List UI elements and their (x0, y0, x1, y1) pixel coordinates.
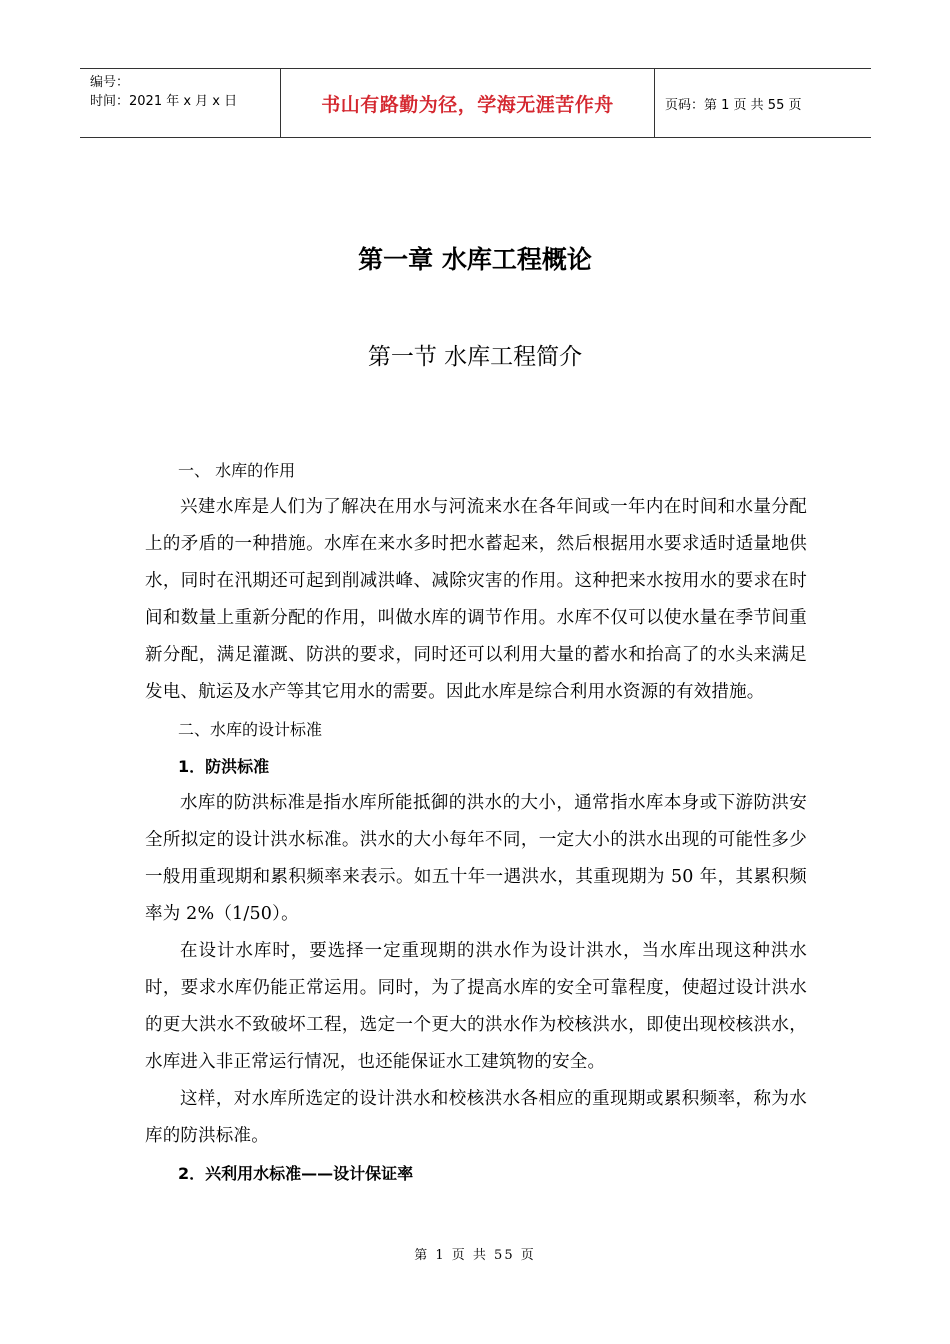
header-table (80, 68, 871, 138)
paragraph-3: 在设计水库时，要选择一定重现期的洪水作为设计洪水，当水库出现这种洪水时，要求水库仍能正常运用。同时，为了提高水库的安全可靠程度，使超过设计洪水的更大洪水不致破坏工程，选定一个更大的洪水作为校核洪水，即使出现校核洪水，水库进入非正常运行情况，也还能保证水工建筑物的安全。 (145, 941, 807, 1072)
paragraph-1: 兴建水库是人们为了解决在用水与河流来水在各年间或一年内在时间和水量分配上的矛盾的一种措施。水库在来水多时把水蓄起来，然后根据用水要求适时适量地供水，同时在汛期还可起到削减洪峰、减除灾害的作用。这种把来水按用水的要求在时间和数量上重新分配的作用，叫做水库的调节作用。水库不仅可以使水量在季节间重新分配，满足灌溉、防洪的要求，同时还可以利用大量的蓄水和抬高了的水头来满足发电、航运及水产等其它用水的需要。因此水库是综合利用水资源的有效措施。 (145, 497, 807, 702)
number-label: 编号： (90, 75, 130, 90)
header-left-cell (80, 69, 281, 137)
section-title: 第一节 水库工程简介 (367, 344, 583, 370)
chapter-title: 第一章 水库工程概论 (358, 245, 592, 274)
paragraph-4: 这样，对水库所选定的设计洪水和校核洪水各相应的重现期或累积频率，称为水库的防洪标准。 (145, 1089, 807, 1146)
subheading-water-use-standard: 2．兴利用水标准——设计保证率 (178, 1164, 414, 1183)
document-body (145, 452, 807, 1192)
subheading-flood-standard: 1．防洪标准 (178, 757, 270, 776)
motto: 书山有路勤为径，学海无涯苦作舟 (281, 69, 655, 137)
heading-design-standard: 二、水库的设计标准 (178, 720, 323, 739)
paragraph-2: 水库的防洪标准是指水库所能抵御的洪水的大小，通常指水库本身或下游防洪安全所拟定的设计洪水标准。洪水的大小每年不同，一定大小的洪水出现的可能性多少一般用重现期和累积频率来表示。如五十年一遇洪水，其重现期为 50 年，其累积频率为 2%（1/50）。 (145, 793, 807, 924)
page-footer: 第 1 页 共 55 页 (414, 1248, 536, 1263)
heading-reservoir-function: 一、 水库的作用 (178, 461, 296, 480)
time-label: 时间：2021 年 x 月 x 日 (90, 94, 238, 109)
page-info: 页码：第 1 页 共 55 页 (665, 97, 802, 113)
